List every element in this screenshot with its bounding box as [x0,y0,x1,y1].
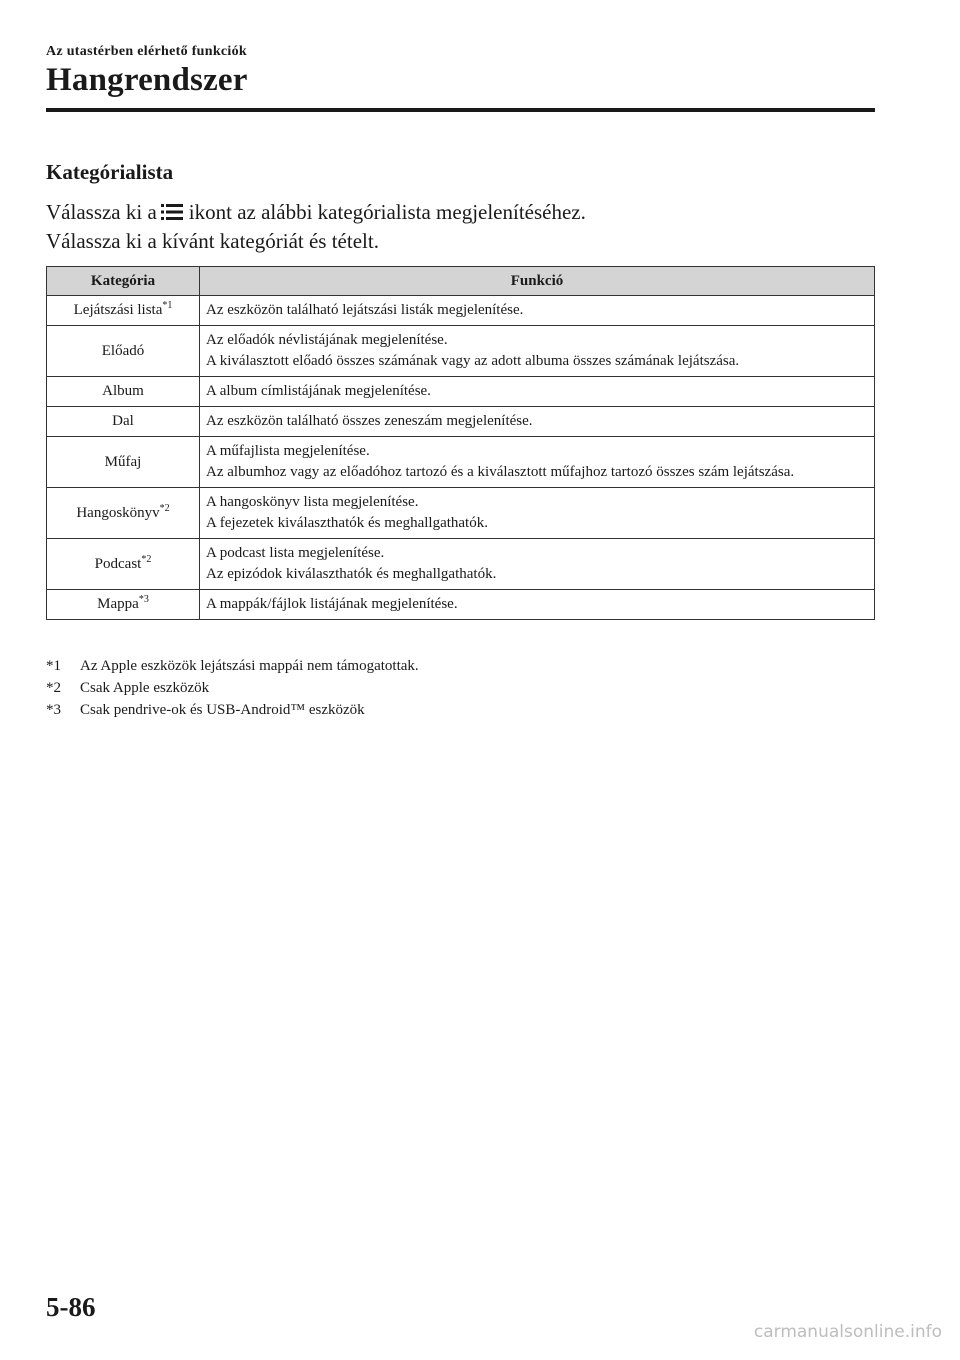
table-row [47,407,875,437]
function-line: Az eszközön található lejátszási listák megjelenítése. [206,302,524,318]
function-line: Az epizódok kiválaszthatók és meghallgathatók. [206,566,497,582]
header-category: Kategória [47,267,200,296]
table-row [47,326,875,377]
footnote-ref: *2 [159,502,170,514]
category-table [46,266,875,620]
footnote-mark: *2 [46,680,61,696]
category-name: Mappa [97,596,139,612]
category-cell [47,296,200,326]
function-cell [200,539,875,590]
footnote-text: Az Apple eszközök lejátszási mappái nem támogatottak. [80,658,419,674]
table-row [47,296,875,326]
watermark: carmanualsonline.info [753,1322,942,1342]
function-cell [200,488,875,539]
function-line: A mappák/fájlok listájának megjelenítése. [206,596,458,612]
header-function: Funkció [200,267,875,296]
function-cell [200,590,875,620]
function-cell [200,437,875,488]
footnote [46,655,419,677]
table-header-row [47,267,875,296]
function-cell [200,296,875,326]
intro-line-2: Válassza ki a kívánt kategóriát és tételt. [46,229,379,253]
function-line: Az albumhoz vagy az előadóhoz tartozó és a kiválasztott műfajhoz tartozó összes szám lejátszása. [206,464,795,480]
category-cell [47,590,200,620]
function-line: A kiválasztott előadó összes számának vagy az adott albuma összes számának lejátszása. [206,353,740,369]
table-row [47,377,875,407]
footnote-mark: *1 [46,658,61,674]
category-cell [47,326,200,377]
table-row [47,539,875,590]
footnote [46,677,419,699]
category-cell [47,377,200,407]
footnote-ref: *2 [141,553,152,565]
page-title: Hangrendszer [46,62,248,98]
function-line: Az előadók névlistájának megjelenítése. [206,332,448,348]
intro-line-1-before: Válassza ki a [46,200,157,224]
section-label: Az utastérben elérhető funkciók [46,44,247,59]
category-name: Hangoskönyv [76,504,160,521]
function-cell [200,407,875,437]
category-cell [47,539,200,590]
footnote-text: Csak Apple eszközök [80,680,210,696]
function-line: A hangoskönyv lista megjelenítése. [206,494,419,510]
footnote-mark: *3 [46,702,61,718]
category-name: Előadó [101,342,145,359]
function-cell [200,377,875,407]
table-row [47,437,875,488]
category-cell [47,437,200,488]
page-number: 5-86 [46,1292,96,1322]
intro-line-1 [46,200,586,227]
function-line: A műfajlista megjelenítése. [206,443,370,459]
table-row [47,488,875,539]
category-cell [47,488,200,539]
list-icon [161,202,183,227]
category-name: Podcast [94,555,142,572]
category-name: Album [102,383,144,399]
category-name: Műfaj [104,453,142,470]
function-line: Az eszközön található összes zeneszám megjelenítése. [206,413,533,429]
table-row [47,590,875,620]
category-cell [47,407,200,437]
footnote-ref: *1 [162,300,173,311]
intro-line-1-after: ikont az alábbi kategórialista megjelenítéséhez. [188,200,586,224]
category-name: Dal [112,413,134,429]
title-rule [46,108,875,112]
function-line: A album címlistájának megjelenítése. [206,383,431,399]
function-line: A podcast lista megjelenítése. [206,545,385,561]
section-heading: Kategórialista [46,160,174,184]
footnotes [46,655,419,721]
footnote-ref: *3 [138,594,149,605]
function-line: A fejezetek kiválaszthatók és meghallgathatók. [206,515,488,531]
category-name: Lejátszási lista [73,302,163,318]
function-cell [200,326,875,377]
footnote [46,699,419,721]
footnote-text: Csak pendrive-ok és USB-Android™ eszközök [80,702,365,718]
